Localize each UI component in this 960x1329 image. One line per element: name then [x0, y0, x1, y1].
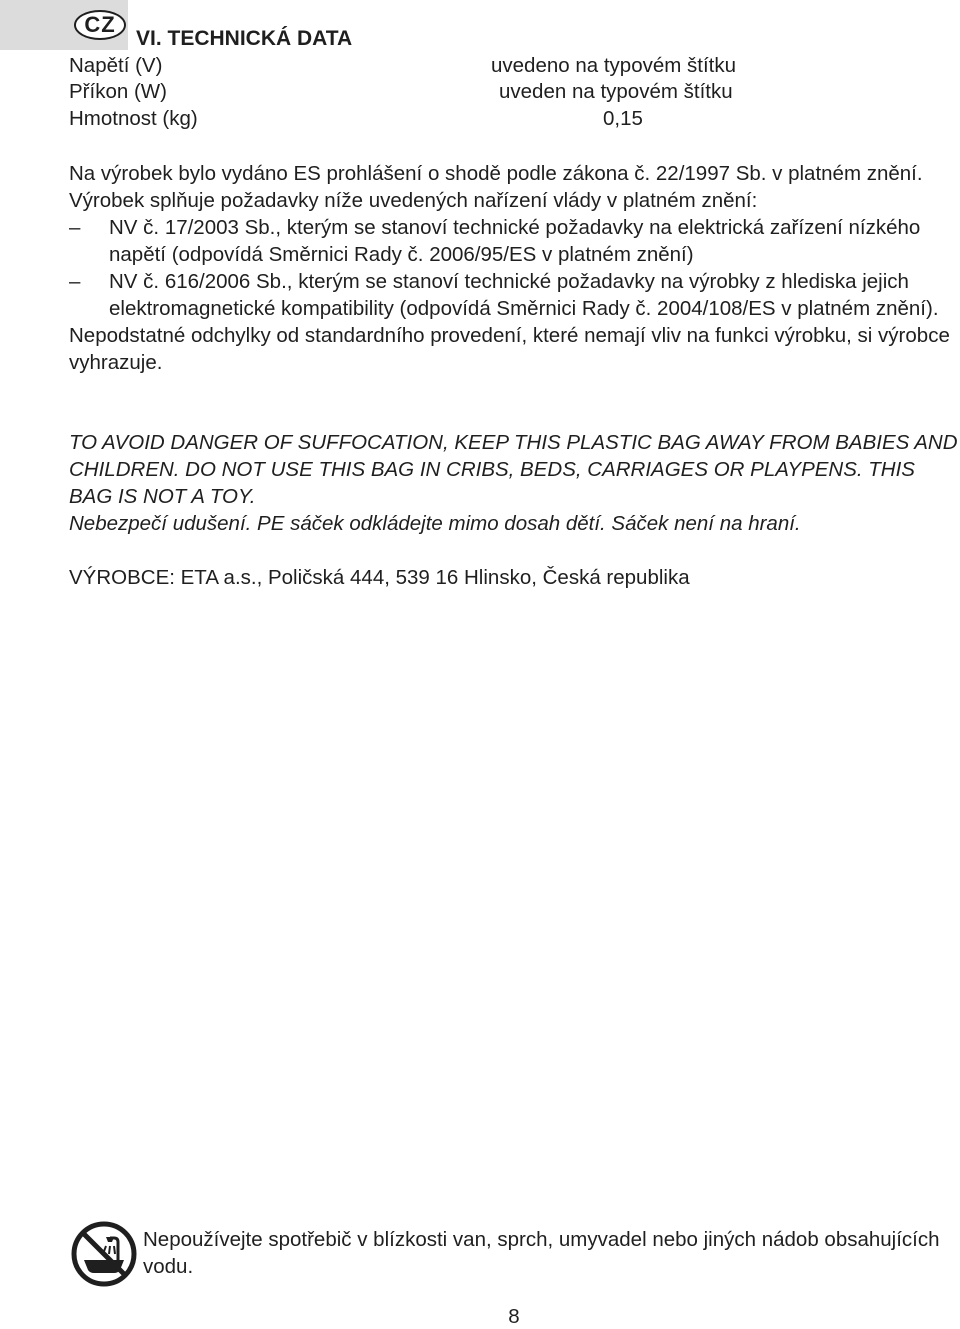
- regulation-item: [69, 268, 954, 322]
- spec-label: Napětí (V): [69, 54, 163, 77]
- spec-row-weight: [69, 106, 769, 132]
- declaration-intro: Na výrobek bylo vydáno ES prohlášení o shodě podle zákona č. 22/1997 Sb. v platném znění. Výrobek splňuje požadavky níže uvedených nařízení vlády v platném znění:: [69, 162, 923, 212]
- bath-warning-text: Nepoužívejte spotřebič v blízkosti van, sprch, umyvadel nebo jiných nádob obsahujících vodu.: [143, 1228, 940, 1278]
- language-badge: CZ: [74, 10, 126, 40]
- manufacturer-info: VÝROBCE: ETA a.s., Poličská 444, 539 16 Hlinsko, Česká republika: [69, 566, 690, 589]
- regulation-item: [69, 214, 954, 268]
- regulation-text: , kterým se stanoví technické požadavky na elektrická zařízení nízkého napětí (odpovídá Směrnici Rady č. 2006/95/ES v platném znění): [109, 216, 921, 266]
- list-dash: –: [69, 270, 81, 293]
- regulation-text: , kterým se stanoví technické požadavky na výrobky z hlediska jejich elektromagnetické kompatibility (odpovídá Směrnici Rady č. 2004/108/ES v platném znění).: [109, 270, 939, 320]
- list-dash: –: [69, 216, 81, 239]
- section-title: VI. TECHNICKÁ DATA: [136, 27, 353, 50]
- warning-czech: Nebezpečí udušení. PE sáček odkládejte mimo dosah dětí. Sáček není na hraní.: [69, 512, 801, 535]
- warning-english: TO AVOID DANGER OF SUFFOCATION, KEEP THIS PLASTIC BAG AWAY FROM BABIES AND CHILDREN. DO NOT USE THIS BAG IN CRIBS, BEDS, CARRIAGES OR PLAYPENS. THIS BAG IS NOT A TOY.: [69, 431, 958, 508]
- regulation-ref: NV č. 616/2006 Sb.: [109, 270, 287, 293]
- spec-row-voltage: [69, 53, 769, 79]
- spec-value: uvedeno na typovém štítku: [491, 54, 737, 77]
- declaration-section: [69, 160, 954, 376]
- spec-value: 0,15: [603, 107, 643, 130]
- spec-row-power: [69, 79, 769, 105]
- deviation-note: Nepodstatné odchylky od standardního provedení, které nemají vliv na funkci výrobku, si výrobce vyhrazuje.: [69, 324, 950, 374]
- suffocation-warning: [69, 429, 959, 537]
- no-bath-icon: [70, 1220, 138, 1288]
- regulation-ref: NV č. 17/2003 Sb.: [109, 216, 276, 239]
- spec-value: uveden na typovém štítku: [499, 80, 733, 103]
- spec-label: Hmotnost (kg): [69, 107, 198, 130]
- page-number: 8: [508, 1305, 520, 1328]
- spec-label: Příkon (W): [69, 80, 167, 103]
